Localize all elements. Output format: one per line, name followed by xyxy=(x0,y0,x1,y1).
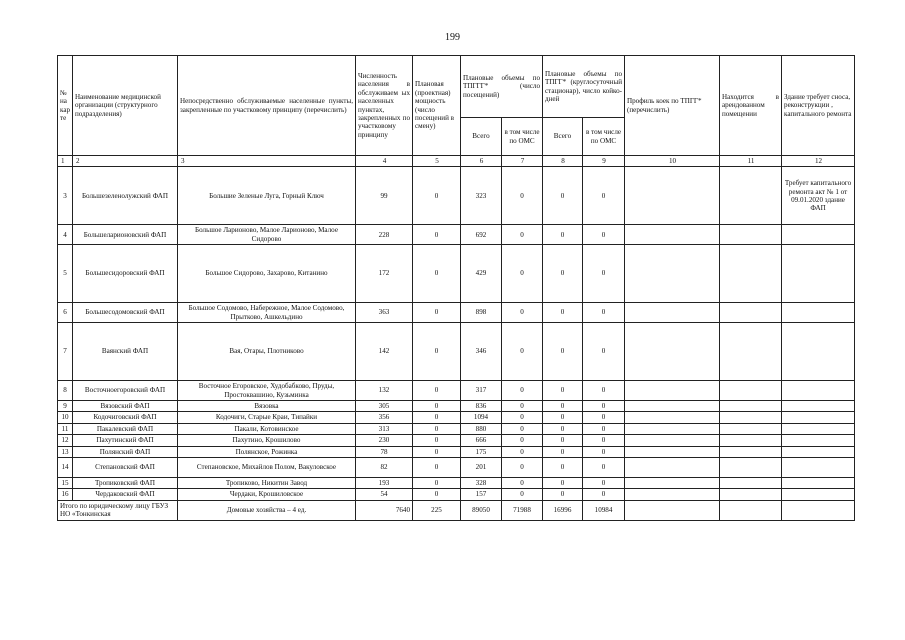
cell-visits-total: 157 xyxy=(461,489,502,500)
cell-population: 142 xyxy=(356,323,413,381)
cell-beds-total: 0 xyxy=(543,423,583,434)
table-row xyxy=(58,381,855,401)
cell-population: 193 xyxy=(356,477,413,488)
cell-visits-oms: 0 xyxy=(502,303,543,323)
total-capacity: 225 xyxy=(413,500,461,520)
cell-population: 313 xyxy=(356,423,413,434)
cell-beds-oms: 0 xyxy=(583,303,625,323)
cell-bed-profile xyxy=(625,401,720,412)
cell-number: 5 xyxy=(58,245,73,303)
cell-number: 13 xyxy=(58,446,73,457)
cell-rented xyxy=(720,323,782,381)
cell-visits-total: 898 xyxy=(461,303,502,323)
table-row xyxy=(58,401,855,412)
cell-rented xyxy=(720,489,782,500)
cell-bed-profile xyxy=(625,435,720,446)
cell-rented xyxy=(720,245,782,303)
cell-rented xyxy=(720,477,782,488)
cell-organization: Чердаковский ФАП xyxy=(73,489,178,500)
cell-rented xyxy=(720,167,782,225)
cell-visits-oms: 0 xyxy=(502,477,543,488)
total-repair xyxy=(782,500,855,520)
cell-beds-total: 0 xyxy=(543,489,583,500)
column-number: 6 xyxy=(461,156,502,167)
cell-visits-oms: 0 xyxy=(502,446,543,457)
cell-visits-total: 175 xyxy=(461,446,502,457)
cell-settlements: Кодочиги, Старые Краи, Типайки xyxy=(178,412,356,423)
cell-visits-oms: 0 xyxy=(502,323,543,381)
cell-beds-oms: 0 xyxy=(583,457,625,477)
cell-settlements: Большое Ларионово, Малое Ларионово, Малое Сидорово xyxy=(178,225,356,245)
cell-visits-total: 880 xyxy=(461,423,502,434)
column-number: 4 xyxy=(356,156,413,167)
cell-bed-profile xyxy=(625,167,720,225)
cell-visits-oms: 0 xyxy=(502,412,543,423)
cell-number: 14 xyxy=(58,457,73,477)
cell-capacity: 0 xyxy=(413,381,461,401)
cell-population: 132 xyxy=(356,381,413,401)
cell-beds-total: 0 xyxy=(543,303,583,323)
column-number: 8 xyxy=(543,156,583,167)
column-number: 7 xyxy=(502,156,543,167)
cell-organization: Пахутинский ФАП xyxy=(73,435,178,446)
cell-capacity: 0 xyxy=(413,167,461,225)
table-row xyxy=(58,245,855,303)
header-beds-oms: в том числе по ОМС xyxy=(583,118,625,156)
cell-population: 363 xyxy=(356,303,413,323)
table-row xyxy=(58,412,855,423)
cell-population: 78 xyxy=(356,446,413,457)
column-number: 10 xyxy=(625,156,720,167)
table-row xyxy=(58,435,855,446)
cell-organization: Большезеленолужский ФАП xyxy=(73,167,178,225)
cell-visits-oms: 0 xyxy=(502,435,543,446)
cell-repair xyxy=(782,323,855,381)
cell-population: 305 xyxy=(356,401,413,412)
cell-rented xyxy=(720,381,782,401)
cell-number: 16 xyxy=(58,489,73,500)
cell-visits-total: 836 xyxy=(461,401,502,412)
cell-rented xyxy=(720,457,782,477)
cell-number: 6 xyxy=(58,303,73,323)
cell-population: 356 xyxy=(356,412,413,423)
header-planned-bed-days: Плановые объемы по ТПГГ* (круглосуточный стационар), число койко-дней xyxy=(543,56,625,118)
column-number: 12 xyxy=(782,156,855,167)
cell-settlements: Полянское, Рожинка xyxy=(178,446,356,457)
cell-population: 54 xyxy=(356,489,413,500)
cell-settlements: Степановское, Михайлов Полом, Вакуловское xyxy=(178,457,356,477)
cell-population: 230 xyxy=(356,435,413,446)
cell-visits-oms: 0 xyxy=(502,167,543,225)
cell-beds-oms: 0 xyxy=(583,446,625,457)
cell-beds-oms: 0 xyxy=(583,323,625,381)
cell-beds-oms: 0 xyxy=(583,245,625,303)
cell-settlements: Большое Содомово, Набережное, Малое Содомово, Прытково, Ашкельдино xyxy=(178,303,356,323)
cell-repair xyxy=(782,381,855,401)
table-row xyxy=(58,323,855,381)
cell-organization: Тропиковский ФАП xyxy=(73,477,178,488)
cell-visits-total: 429 xyxy=(461,245,502,303)
header-card-number: № на кар те xyxy=(58,56,73,156)
cell-number: 11 xyxy=(58,423,73,434)
header-settlements: Непосредственно обслуживаемые населенные пункты, закрепленные по участковому принципу (перечислить) xyxy=(178,56,356,156)
cell-repair xyxy=(782,423,855,434)
cell-organization: Пакалевский ФАП xyxy=(73,423,178,434)
cell-settlements: Вая, Отары, Плотниково xyxy=(178,323,356,381)
table-row xyxy=(58,225,855,245)
cell-capacity: 0 xyxy=(413,457,461,477)
cell-visits-oms: 0 xyxy=(502,381,543,401)
cell-rented xyxy=(720,446,782,457)
cell-organization: Большеларионовский ФАП xyxy=(73,225,178,245)
header-capacity: Плановая (проектная) мощность (число посещений в смену) xyxy=(413,56,461,156)
cell-organization: Большесидоровский ФАП xyxy=(73,245,178,303)
cell-number: 10 xyxy=(58,412,73,423)
cell-number: 8 xyxy=(58,381,73,401)
header-planned-visits: Плановые объемы по ТПГГГ* (число посещений) xyxy=(461,56,543,118)
total-population: 7640 xyxy=(356,500,413,520)
cell-settlements: Восточное Егоровское, Худобабково, Пруды, Простоквашино, Кузьминка xyxy=(178,381,356,401)
total-row xyxy=(58,500,855,520)
total-settlements: Домовые хозяйства – 4 ед. xyxy=(178,500,356,520)
header-repair: Здание требует сноса, реконструкции , капитального ремонта xyxy=(782,56,855,156)
cell-rented xyxy=(720,401,782,412)
cell-beds-total: 0 xyxy=(543,167,583,225)
cell-organization: Полянский ФАП xyxy=(73,446,178,457)
cell-repair xyxy=(782,245,855,303)
facilities-table xyxy=(57,55,855,521)
header-organization: Наименование медицинской организации (структурного подразделения) xyxy=(73,56,178,156)
cell-settlements: Большое Сидорово, Захарово, Китанино xyxy=(178,245,356,303)
cell-visits-oms: 0 xyxy=(502,245,543,303)
cell-organization: Вязовский ФАП xyxy=(73,401,178,412)
cell-beds-total: 0 xyxy=(543,225,583,245)
cell-beds-oms: 0 xyxy=(583,412,625,423)
cell-bed-profile xyxy=(625,477,720,488)
table-row xyxy=(58,446,855,457)
cell-organization: Восточноегоровский ФАП xyxy=(73,381,178,401)
cell-bed-profile xyxy=(625,412,720,423)
cell-bed-profile xyxy=(625,245,720,303)
header-visits-oms: в том числе по ОМС xyxy=(502,118,543,156)
cell-visits-oms: 0 xyxy=(502,457,543,477)
cell-rented xyxy=(720,435,782,446)
cell-bed-profile xyxy=(625,489,720,500)
cell-beds-oms: 0 xyxy=(583,167,625,225)
cell-beds-total: 0 xyxy=(543,412,583,423)
cell-beds-total: 0 xyxy=(543,245,583,303)
cell-beds-oms: 0 xyxy=(583,423,625,434)
column-number: 1 xyxy=(58,156,73,167)
cell-repair xyxy=(782,401,855,412)
cell-beds-oms: 0 xyxy=(583,477,625,488)
cell-repair xyxy=(782,225,855,245)
total-visits-oms: 71988 xyxy=(502,500,543,520)
cell-settlements: Большие Зеленые Луга, Горный Ключ xyxy=(178,167,356,225)
cell-visits-oms: 0 xyxy=(502,401,543,412)
cell-organization: Кодочиговский ФАП xyxy=(73,412,178,423)
cell-capacity: 0 xyxy=(413,245,461,303)
cell-rented xyxy=(720,412,782,423)
cell-repair xyxy=(782,303,855,323)
cell-visits-oms: 0 xyxy=(502,225,543,245)
cell-settlements: Тропиково, Никитин Завод xyxy=(178,477,356,488)
cell-settlements: Пакали, Котовинское xyxy=(178,423,356,434)
cell-number: 15 xyxy=(58,477,73,488)
total-beds-total: 16996 xyxy=(543,500,583,520)
cell-capacity: 0 xyxy=(413,401,461,412)
column-number: 9 xyxy=(583,156,625,167)
cell-repair: Требует капитального ремонта акт № 1 от 09.01.2020 здание ФАП xyxy=(782,167,855,225)
cell-repair xyxy=(782,457,855,477)
cell-repair xyxy=(782,435,855,446)
total-visits-total: 89050 xyxy=(461,500,502,520)
header-beds-total: Всего xyxy=(543,118,583,156)
cell-bed-profile xyxy=(625,446,720,457)
total-rented xyxy=(720,500,782,520)
cell-number: 12 xyxy=(58,435,73,446)
cell-beds-total: 0 xyxy=(543,401,583,412)
table-row xyxy=(58,303,855,323)
cell-number: 9 xyxy=(58,401,73,412)
total-label: Итого по юридическому лицу ГБУЗ НО «Тонкинская xyxy=(58,500,178,520)
cell-organization: Ваянский ФАП xyxy=(73,323,178,381)
column-number: 2 xyxy=(73,156,178,167)
cell-beds-total: 0 xyxy=(543,435,583,446)
cell-population: 172 xyxy=(356,245,413,303)
cell-visits-total: 328 xyxy=(461,477,502,488)
header-rented: Находится в арендованном помещении xyxy=(720,56,782,156)
cell-visits-total: 692 xyxy=(461,225,502,245)
cell-repair xyxy=(782,446,855,457)
cell-population: 228 xyxy=(356,225,413,245)
cell-beds-oms: 0 xyxy=(583,489,625,500)
cell-visits-total: 201 xyxy=(461,457,502,477)
cell-capacity: 0 xyxy=(413,323,461,381)
cell-number: 3 xyxy=(58,167,73,225)
cell-rented xyxy=(720,423,782,434)
cell-repair xyxy=(782,412,855,423)
cell-repair xyxy=(782,489,855,500)
cell-visits-total: 346 xyxy=(461,323,502,381)
column-number: 5 xyxy=(413,156,461,167)
cell-bed-profile xyxy=(625,303,720,323)
cell-rented xyxy=(720,225,782,245)
cell-capacity: 0 xyxy=(413,489,461,500)
cell-rented xyxy=(720,303,782,323)
table-row xyxy=(58,477,855,488)
column-number: 11 xyxy=(720,156,782,167)
cell-repair xyxy=(782,477,855,488)
cell-bed-profile xyxy=(625,323,720,381)
table-row xyxy=(58,489,855,500)
cell-bed-profile xyxy=(625,225,720,245)
column-number: 3 xyxy=(178,156,356,167)
header-bed-profile: Профиль коек по ТПГГ* (перечислить) xyxy=(625,56,720,156)
cell-visits-total: 323 xyxy=(461,167,502,225)
cell-beds-oms: 0 xyxy=(583,381,625,401)
total-beds-oms: 10984 xyxy=(583,500,625,520)
cell-beds-total: 0 xyxy=(543,323,583,381)
cell-beds-total: 0 xyxy=(543,477,583,488)
cell-visits-total: 1094 xyxy=(461,412,502,423)
cell-bed-profile xyxy=(625,457,720,477)
cell-beds-oms: 0 xyxy=(583,435,625,446)
page-number: 199 xyxy=(445,32,460,43)
cell-organization: Степановский ФАП xyxy=(73,457,178,477)
cell-visits-oms: 0 xyxy=(502,489,543,500)
cell-capacity: 0 xyxy=(413,412,461,423)
table-row xyxy=(58,423,855,434)
cell-settlements: Пахутино, Крошилово xyxy=(178,435,356,446)
cell-capacity: 0 xyxy=(413,477,461,488)
cell-number: 7 xyxy=(58,323,73,381)
table-row xyxy=(58,457,855,477)
cell-beds-total: 0 xyxy=(543,381,583,401)
header-visits-total: Всего xyxy=(461,118,502,156)
cell-bed-profile xyxy=(625,423,720,434)
cell-beds-oms: 0 xyxy=(583,401,625,412)
table-row xyxy=(58,167,855,225)
cell-capacity: 0 xyxy=(413,423,461,434)
cell-visits-total: 666 xyxy=(461,435,502,446)
cell-settlements: Чердаки, Крошиловское xyxy=(178,489,356,500)
cell-capacity: 0 xyxy=(413,225,461,245)
cell-visits-total: 317 xyxy=(461,381,502,401)
cell-beds-total: 0 xyxy=(543,457,583,477)
cell-beds-oms: 0 xyxy=(583,225,625,245)
total-bed-profile xyxy=(625,500,720,520)
cell-population: 82 xyxy=(356,457,413,477)
cell-number: 4 xyxy=(58,225,73,245)
cell-beds-total: 0 xyxy=(543,446,583,457)
cell-population: 99 xyxy=(356,167,413,225)
header-population: Численность населения в обслуживаем ых населенных пунктах, закрепленных по участковому принципу xyxy=(356,56,413,156)
cell-visits-oms: 0 xyxy=(502,423,543,434)
cell-capacity: 0 xyxy=(413,446,461,457)
cell-capacity: 0 xyxy=(413,435,461,446)
cell-settlements: Вязовка xyxy=(178,401,356,412)
cell-organization: Большесодомовский ФАП xyxy=(73,303,178,323)
cell-capacity: 0 xyxy=(413,303,461,323)
cell-bed-profile xyxy=(625,381,720,401)
